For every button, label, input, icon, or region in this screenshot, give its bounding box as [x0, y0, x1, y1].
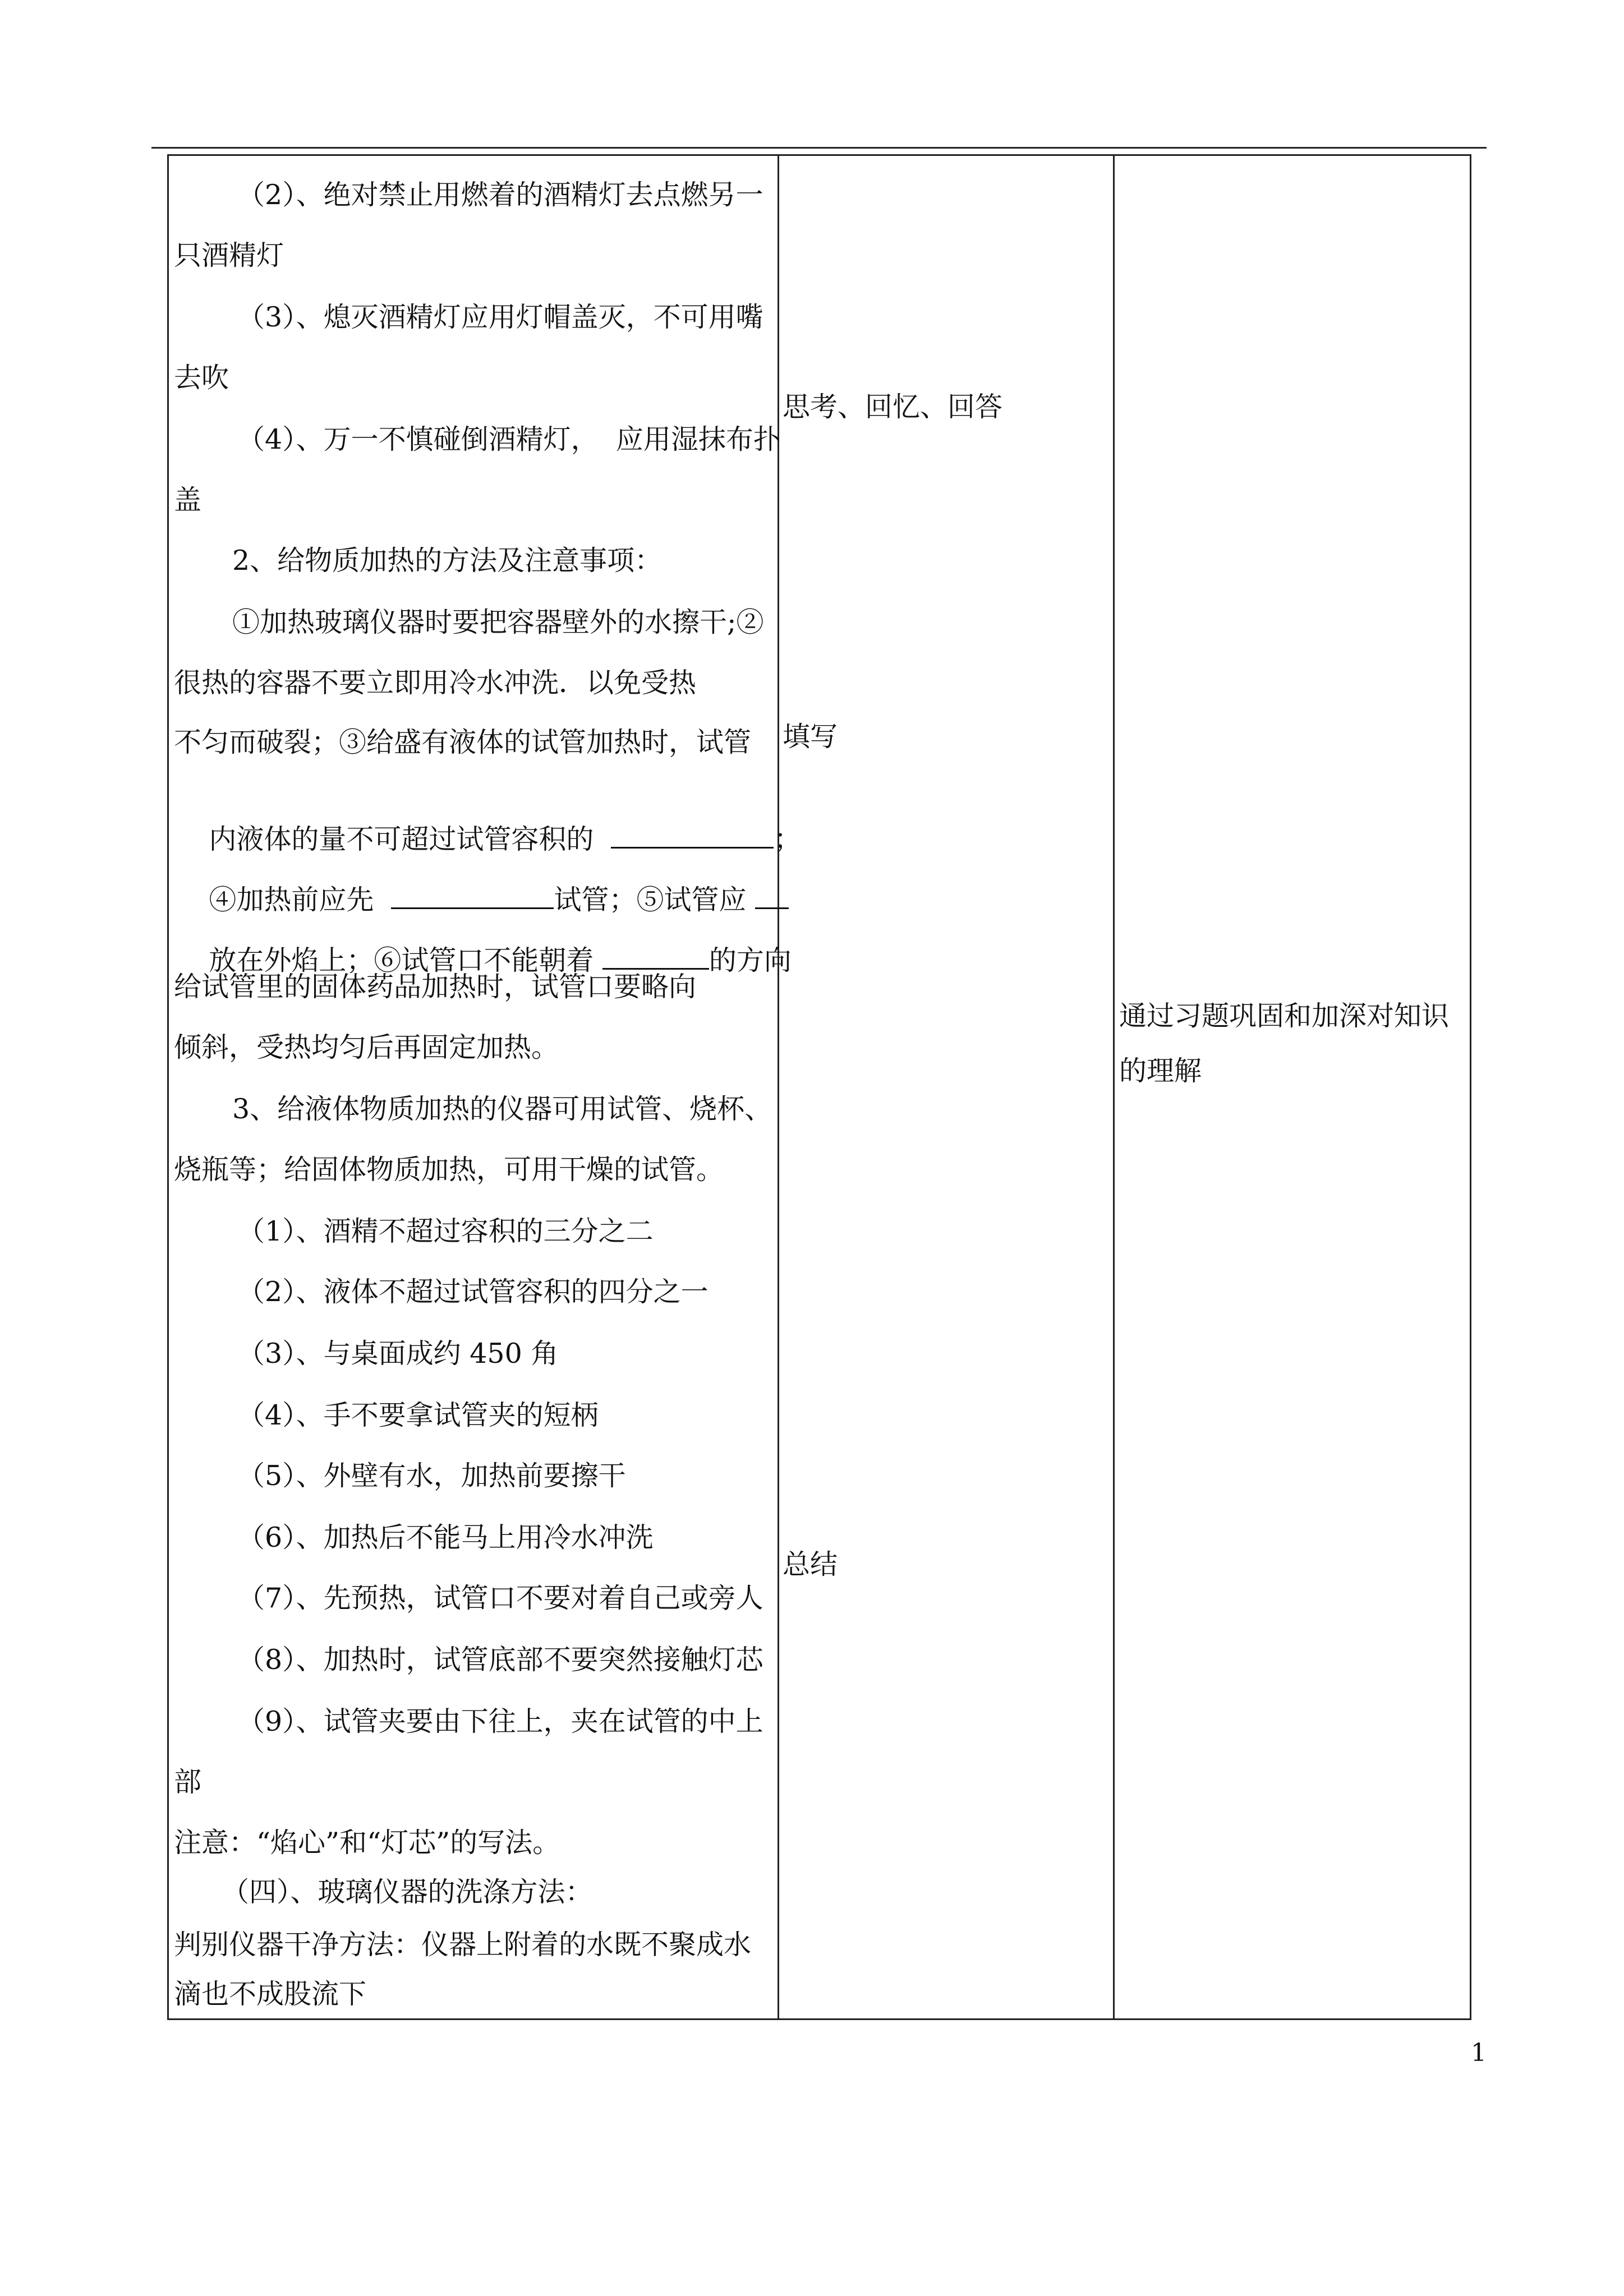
activity-text: 思考、回忆、回答 — [783, 391, 1003, 423]
content-line: （4）、万一不慎碰倒酒精灯， 应用湿抹布扑 — [237, 423, 781, 455]
content-line: 滴也不成股流下 — [174, 1978, 367, 2010]
section-heading: 3、给液体物质加热的仪器可用试管、烧杯、 — [232, 1093, 772, 1125]
list-item: （8）、加热时，试管底部不要突然接触灯芯 — [237, 1644, 763, 1676]
content-line: 判别仪器干净方法：仪器上附着的水既不聚成水 — [174, 1929, 752, 1961]
content-line: 盖 — [174, 484, 202, 516]
fill-in-blank[interactable] — [602, 942, 709, 970]
list-item: （9）、试管夹要由下往上，夹在试管的中上 — [237, 1705, 763, 1737]
content-text: 内液体的量不可超过试管容积的 — [209, 823, 594, 855]
fill-in-blank[interactable] — [611, 821, 774, 849]
fill-in-blank[interactable] — [755, 882, 789, 909]
note-line: 注意：“焰心”和“灯芯”的写法。 — [174, 1827, 560, 1859]
content-line: 不匀而破裂；③给盛有液体的试管加热时，试管 — [174, 726, 752, 758]
intent-text: 通过习题巩固和加深对知识 — [1119, 1000, 1450, 1032]
intent-text: 的理解 — [1119, 1055, 1202, 1087]
content-line: 去吹 — [174, 362, 229, 394]
header-rule — [151, 147, 1487, 149]
list-item: （7）、先预热，试管口不要对着自己或旁人 — [237, 1582, 763, 1614]
activity-text: 总结 — [783, 1548, 838, 1580]
content-line: 给试管里的固体药品加热时，试管口要略向 — [174, 971, 697, 1003]
fill-in-blank[interactable] — [391, 882, 554, 909]
content-line: （2）、绝对禁止用燃着的酒精灯去点燃另一 — [237, 179, 763, 211]
content-line: 倾斜，受热均匀后再固定加热。 — [174, 1031, 559, 1063]
content-line: 烧瓶等；给固体物质加热，可用干燥的试管。 — [174, 1154, 724, 1186]
content-text: 的方向 — [709, 944, 792, 976]
list-item: （4）、手不要拿试管夹的短柄 — [237, 1399, 599, 1431]
page-number: 1 — [1471, 2039, 1487, 2067]
list-item: （3）、与桌面成约 450 角 — [237, 1338, 559, 1370]
content-text: 试管；⑤试管应 — [554, 884, 747, 916]
content-text: ； — [774, 823, 802, 855]
list-item: （2）、液体不超过试管容积的四分之一 — [237, 1276, 709, 1308]
content-line: 很热的容器不要立即用冷水冲洗．以免受热 — [174, 667, 697, 699]
content-line: ①加热玻璃仪器时要把容器壁外的水擦干;② — [232, 606, 764, 638]
column-divider-2 — [1113, 156, 1115, 2018]
content-text: ④加热前应先 — [209, 884, 374, 916]
list-item: （1）、酒精不超过容积的三分之二 — [237, 1215, 654, 1247]
content-line: （3）、熄灭酒精灯应用灯帽盖灭，不可用嘴 — [237, 301, 763, 333]
section-heading: 2、给物质加热的方法及注意事项： — [232, 545, 663, 577]
content-line: 只酒精灯 — [174, 239, 284, 271]
section-heading: （四）、玻璃仪器的洗涤方法： — [222, 1876, 593, 1908]
list-item: （6）、加热后不能马上用冷水冲洗 — [237, 1522, 654, 1553]
content-line: 部 — [174, 1766, 202, 1798]
list-item: （5）、外壁有水，加热前要擦干 — [237, 1460, 626, 1492]
content-text: 放在外焰上；⑥试管口不能朝着 — [209, 944, 594, 976]
activity-text: 填写 — [783, 721, 838, 753]
